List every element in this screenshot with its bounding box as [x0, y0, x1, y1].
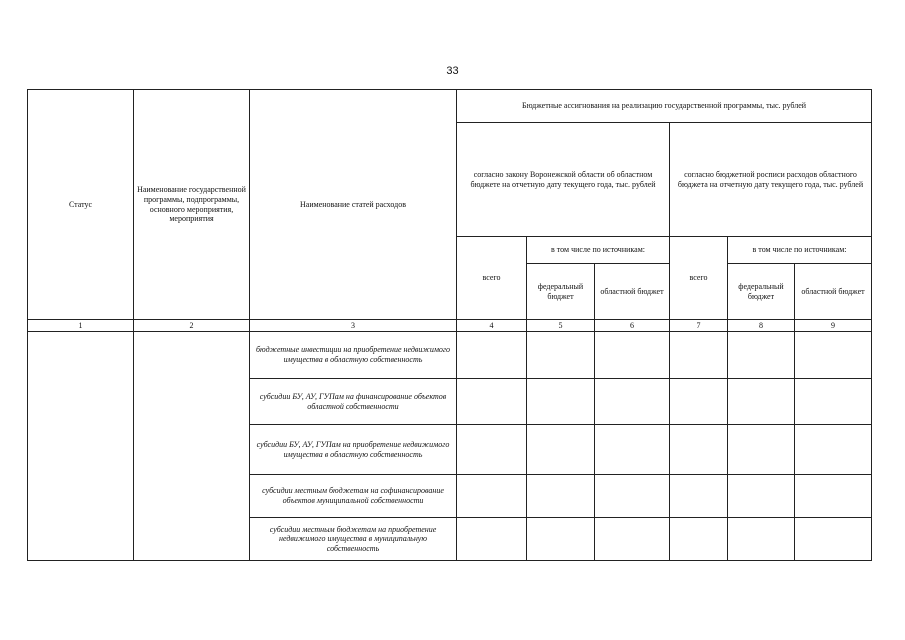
header-federal-list: федеральный бюджет: [728, 264, 795, 320]
expense-item: субсидии БУ, АУ, ГУПам на приобретение недвижимого имущества в областную собственность: [250, 425, 457, 475]
header-program-name: Наименование государственной программы, подпрограммы, основного мероприятия, мероприятия: [134, 90, 250, 320]
column-number: 7: [670, 320, 728, 332]
value-cell: [795, 475, 872, 518]
header-sources-law: в том числе по источникам:: [527, 237, 670, 264]
status-cell: [28, 332, 134, 561]
value-cell: [728, 425, 795, 475]
expense-item: субсидии БУ, АУ, ГУПам на финансирование объектов областной собственности: [250, 379, 457, 425]
budget-table: [27, 89, 872, 561]
header-sources-list: в том числе по источникам:: [728, 237, 872, 264]
value-cell: [728, 379, 795, 425]
header-expense-items: Наименование статей расходов: [250, 90, 457, 320]
value-cell: [670, 379, 728, 425]
value-cell: [728, 518, 795, 561]
value-cell: [457, 379, 527, 425]
value-cell: [457, 475, 527, 518]
value-cell: [595, 518, 670, 561]
column-number: 8: [728, 320, 795, 332]
value-cell: [795, 425, 872, 475]
value-cell: [670, 518, 728, 561]
header-budget-allocations: Бюджетные ассигнования на реализацию государственной программы, тыс. рублей: [457, 90, 872, 123]
header-by-law: согласно закону Воронежской области об областном бюджете на отчетную дату текущего года, тыс. рублей: [457, 123, 670, 237]
value-cell: [795, 332, 872, 379]
page-number: 33: [446, 65, 459, 77]
program-name-cell: [134, 332, 250, 561]
header-total-law: всего: [457, 237, 527, 320]
table-row: [28, 332, 872, 379]
column-number: 6: [595, 320, 670, 332]
value-cell: [457, 518, 527, 561]
value-cell: [728, 475, 795, 518]
column-number: 9: [795, 320, 872, 332]
column-number: 1: [28, 320, 134, 332]
value-cell: [670, 475, 728, 518]
value-cell: [457, 332, 527, 379]
expense-item: субсидии местным бюджетам на софинансирование объектов муниципальной собственности: [250, 475, 457, 518]
header-regional-law: областной бюджет: [595, 264, 670, 320]
value-cell: [795, 379, 872, 425]
value-cell: [527, 425, 595, 475]
expense-item: бюджетные инвестиции на приобретение недвижимого имущества в областную собственность: [250, 332, 457, 379]
header-by-list: согласно бюджетной росписи расходов областного бюджета на отчетную дату текущего года, тыс. рублей: [670, 123, 872, 237]
value-cell: [728, 332, 795, 379]
value-cell: [457, 425, 527, 475]
value-cell: [527, 475, 595, 518]
header-total-list: всего: [670, 237, 728, 320]
header-status: Статус: [28, 90, 134, 320]
value-cell: [527, 379, 595, 425]
value-cell: [670, 425, 728, 475]
value-cell: [670, 332, 728, 379]
header-federal-law: федеральный бюджет: [527, 264, 595, 320]
column-number: 2: [134, 320, 250, 332]
value-cell: [795, 518, 872, 561]
column-number: 4: [457, 320, 527, 332]
value-cell: [595, 425, 670, 475]
value-cell: [595, 475, 670, 518]
value-cell: [527, 518, 595, 561]
value-cell: [595, 379, 670, 425]
expense-item: субсидии местным бюджетам на приобретение недвижимого имущества в муниципальную собственность: [250, 518, 457, 561]
column-number: 5: [527, 320, 595, 332]
value-cell: [527, 332, 595, 379]
value-cell: [595, 332, 670, 379]
column-number: 3: [250, 320, 457, 332]
header-regional-list: областной бюджет: [795, 264, 872, 320]
